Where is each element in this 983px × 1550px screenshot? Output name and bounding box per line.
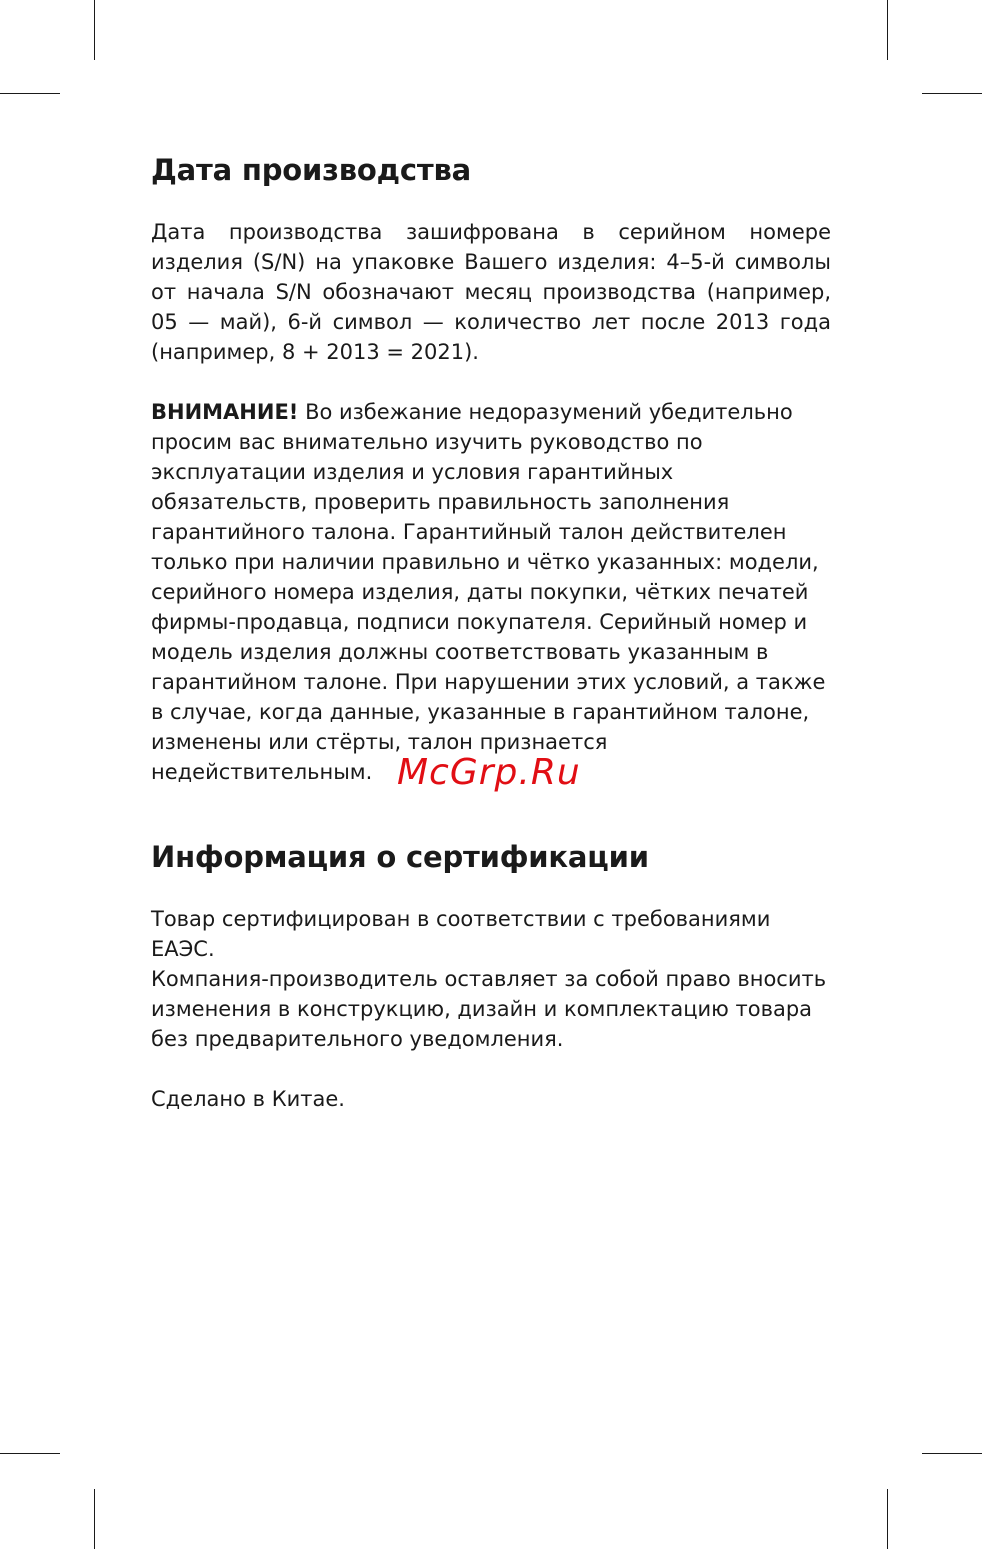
warning-label: ВНИМАНИЕ! — [151, 400, 299, 424]
warning-text: Во избежание недоразумений убедительно просим вас внимательно изучить руководство по эксплуатации изделия и условия гарантийных обязательств, проверить правильность заполнения гарантийного талона. Гарантийный талон действителен только при наличии правильно и чётко указанных: модели, серийного номера изделия, даты покупки, чётких печатей фирмы-продавца, подписи покупателя. Серийный номер и модель изделия должны соответствовать указанным в гарантийном талоне. При нарушении этих условий, а также в случае, когда данные, указанные в гарантийном талоне, изменены или стёрты, талон признается недействительным. — [151, 400, 826, 784]
crop-mark-top-left-horizontal — [0, 93, 60, 94]
crop-mark-top-right-horizontal — [922, 93, 982, 94]
crop-mark-bottom-left-vertical — [94, 1489, 95, 1549]
manufacturer-rights-text: Компания-производитель оставляет за собой право вносить изменения в конструкцию, дизайн и комплектацию товара без предварительного уведомления. — [151, 967, 827, 1051]
crop-mark-top-left-vertical — [94, 0, 95, 60]
warning-paragraph — [151, 397, 831, 787]
production-date-text: Дата производства зашифрована в серийном номере изделия (S/N) на упаковке Вашего изделия: 4–5-й символы от начала S/N обозначают месяц производства (например, 05 — май), 6-й символ — количество лет после 2013 года (например, 8 + 2013 = 2021). — [151, 220, 831, 364]
watermark: McGrp.Ru — [397, 752, 581, 793]
country-of-origin: Сделано в Китае. — [151, 1087, 345, 1111]
document-content — [151, 150, 831, 1114]
crop-mark-bottom-right-horizontal — [922, 1453, 982, 1454]
crop-mark-top-right-vertical — [887, 0, 888, 60]
crop-mark-bottom-left-horizontal — [0, 1453, 60, 1454]
heading-certification: Информация о сертификации — [151, 840, 649, 874]
crop-mark-bottom-right-vertical — [887, 1489, 888, 1549]
certification-text: Товар сертифицирован в соответствии с требованиями ЕАЭС. — [151, 907, 771, 961]
heading-production-date: Дата производства — [151, 153, 471, 187]
